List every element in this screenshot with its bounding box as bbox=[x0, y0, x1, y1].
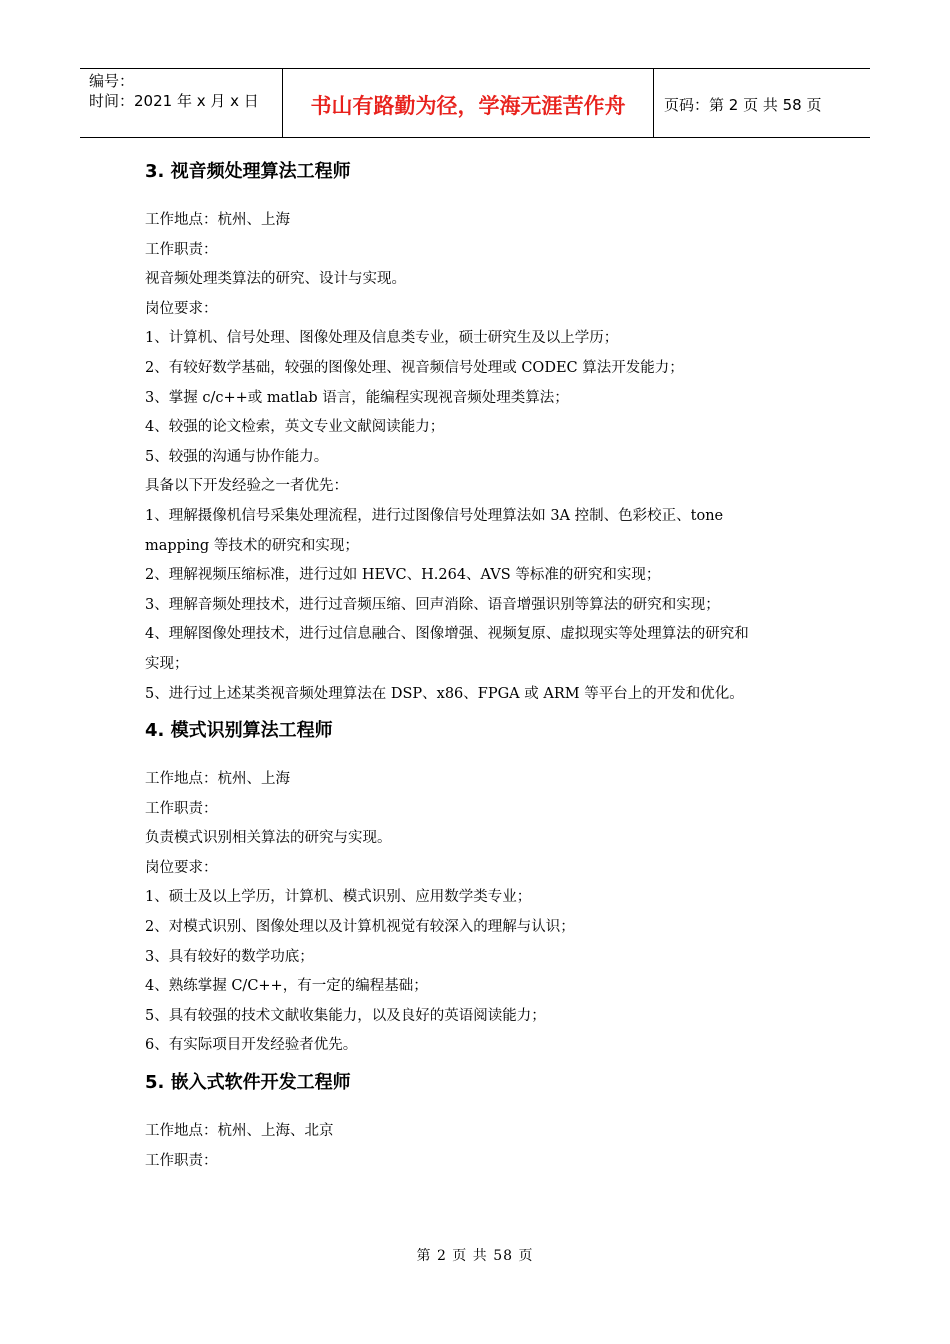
body-line: 4、较强的论文检索，英文专业文献阅读能力； bbox=[145, 419, 445, 436]
section-embedded-software-engineer bbox=[145, 1061, 825, 1176]
document-date-label: 时间：2021 年 x 月 x 日 bbox=[89, 92, 259, 110]
page-header bbox=[80, 68, 870, 138]
body-line: 工作职责： bbox=[145, 1152, 218, 1169]
body-line: 负责模式识别相关算法的研究与实现。 bbox=[145, 830, 392, 847]
body-line: 4、理解图像处理技术，进行过信息融合、图像增强、视频复原、虚拟现实等处理算法的研究和 bbox=[145, 626, 749, 643]
body-line: 3、掌握 c/c++或 matlab 语言，能编程实现视音频处理类算法； bbox=[145, 389, 569, 406]
body-line: 4、熟练掌握 C/C++，有一定的编程基础； bbox=[145, 978, 428, 995]
body-line: 实现； bbox=[145, 655, 189, 672]
body-line: 工作地点：杭州、上海、北京 bbox=[145, 1123, 334, 1140]
body-line: 3、具有较好的数学功底； bbox=[145, 948, 314, 965]
body-line: 2、有较好数学基础，较强的图像处理、视音频信号处理或 CODEC 算法开发能力； bbox=[145, 359, 684, 376]
document-number-label: 编号： bbox=[89, 72, 135, 90]
body-line: 工作职责： bbox=[145, 241, 218, 258]
document-body bbox=[145, 150, 825, 1176]
body-line: 具备以下开发经验之一者优先： bbox=[145, 478, 348, 495]
header-motto: 书山有路勤为径，学海无涯苦作舟 bbox=[282, 69, 654, 137]
body-line: 工作地点：杭州、上海 bbox=[145, 771, 290, 788]
section-pattern-recognition-engineer bbox=[145, 709, 825, 1061]
section-title: 5. 嵌入式软件开发工程师 bbox=[145, 1072, 351, 1094]
body-line: mapping 等技术的研究和实现； bbox=[145, 537, 359, 554]
section-title: 3. 视音频处理算法工程师 bbox=[145, 161, 351, 182]
body-line: 岗位要求： bbox=[145, 859, 218, 876]
body-line: 5、较强的沟通与协作能力。 bbox=[145, 448, 329, 465]
body-line: 视音频处理类算法的研究、设计与实现。 bbox=[145, 271, 406, 288]
body-line: 3、理解音频处理技术，进行过音频压缩、回声消除、语音增强识别等算法的研究和实现； bbox=[145, 596, 720, 613]
body-line: 5、进行过上述某类视音频处理算法在 DSP、x86、FPGA 或 ARM 等平台上的开发和优化。 bbox=[145, 685, 744, 702]
body-line: 1、硕士及以上学历，计算机、模式识别、应用数学类专业； bbox=[145, 889, 532, 906]
header-meta bbox=[80, 69, 282, 137]
page-footer: 第 2 页 共 58 页 bbox=[416, 1248, 534, 1264]
body-line: 岗位要求： bbox=[145, 300, 218, 317]
body-line: 6、有实际项目开发经验者优先。 bbox=[145, 1037, 358, 1054]
section-title: 4. 模式识别算法工程师 bbox=[145, 720, 333, 742]
body-line: 2、理解视频压缩标准，进行过如 HEVC、H.264、AVS 等标准的研究和实现； bbox=[145, 567, 661, 584]
body-line: 工作职责： bbox=[145, 800, 218, 817]
body-line: 1、理解摄像机信号采集处理流程，进行过图像信号处理算法如 3A 控制、色彩校正、tone bbox=[145, 507, 724, 524]
header-page-number: 页码：第 2 页 共 58 页 bbox=[664, 95, 822, 114]
body-line: 1、计算机、信号处理、图像处理及信息类专业，硕士研究生及以上学历； bbox=[145, 330, 619, 347]
body-line: 5、具有较强的技术文献收集能力，以及良好的英语阅读能力； bbox=[145, 1007, 546, 1024]
section-video-audio-engineer bbox=[145, 150, 825, 709]
body-line: 工作地点：杭州、上海 bbox=[145, 212, 290, 228]
body-line: 2、对模式识别、图像处理以及计算机视觉有较深入的理解与认识； bbox=[145, 919, 575, 936]
